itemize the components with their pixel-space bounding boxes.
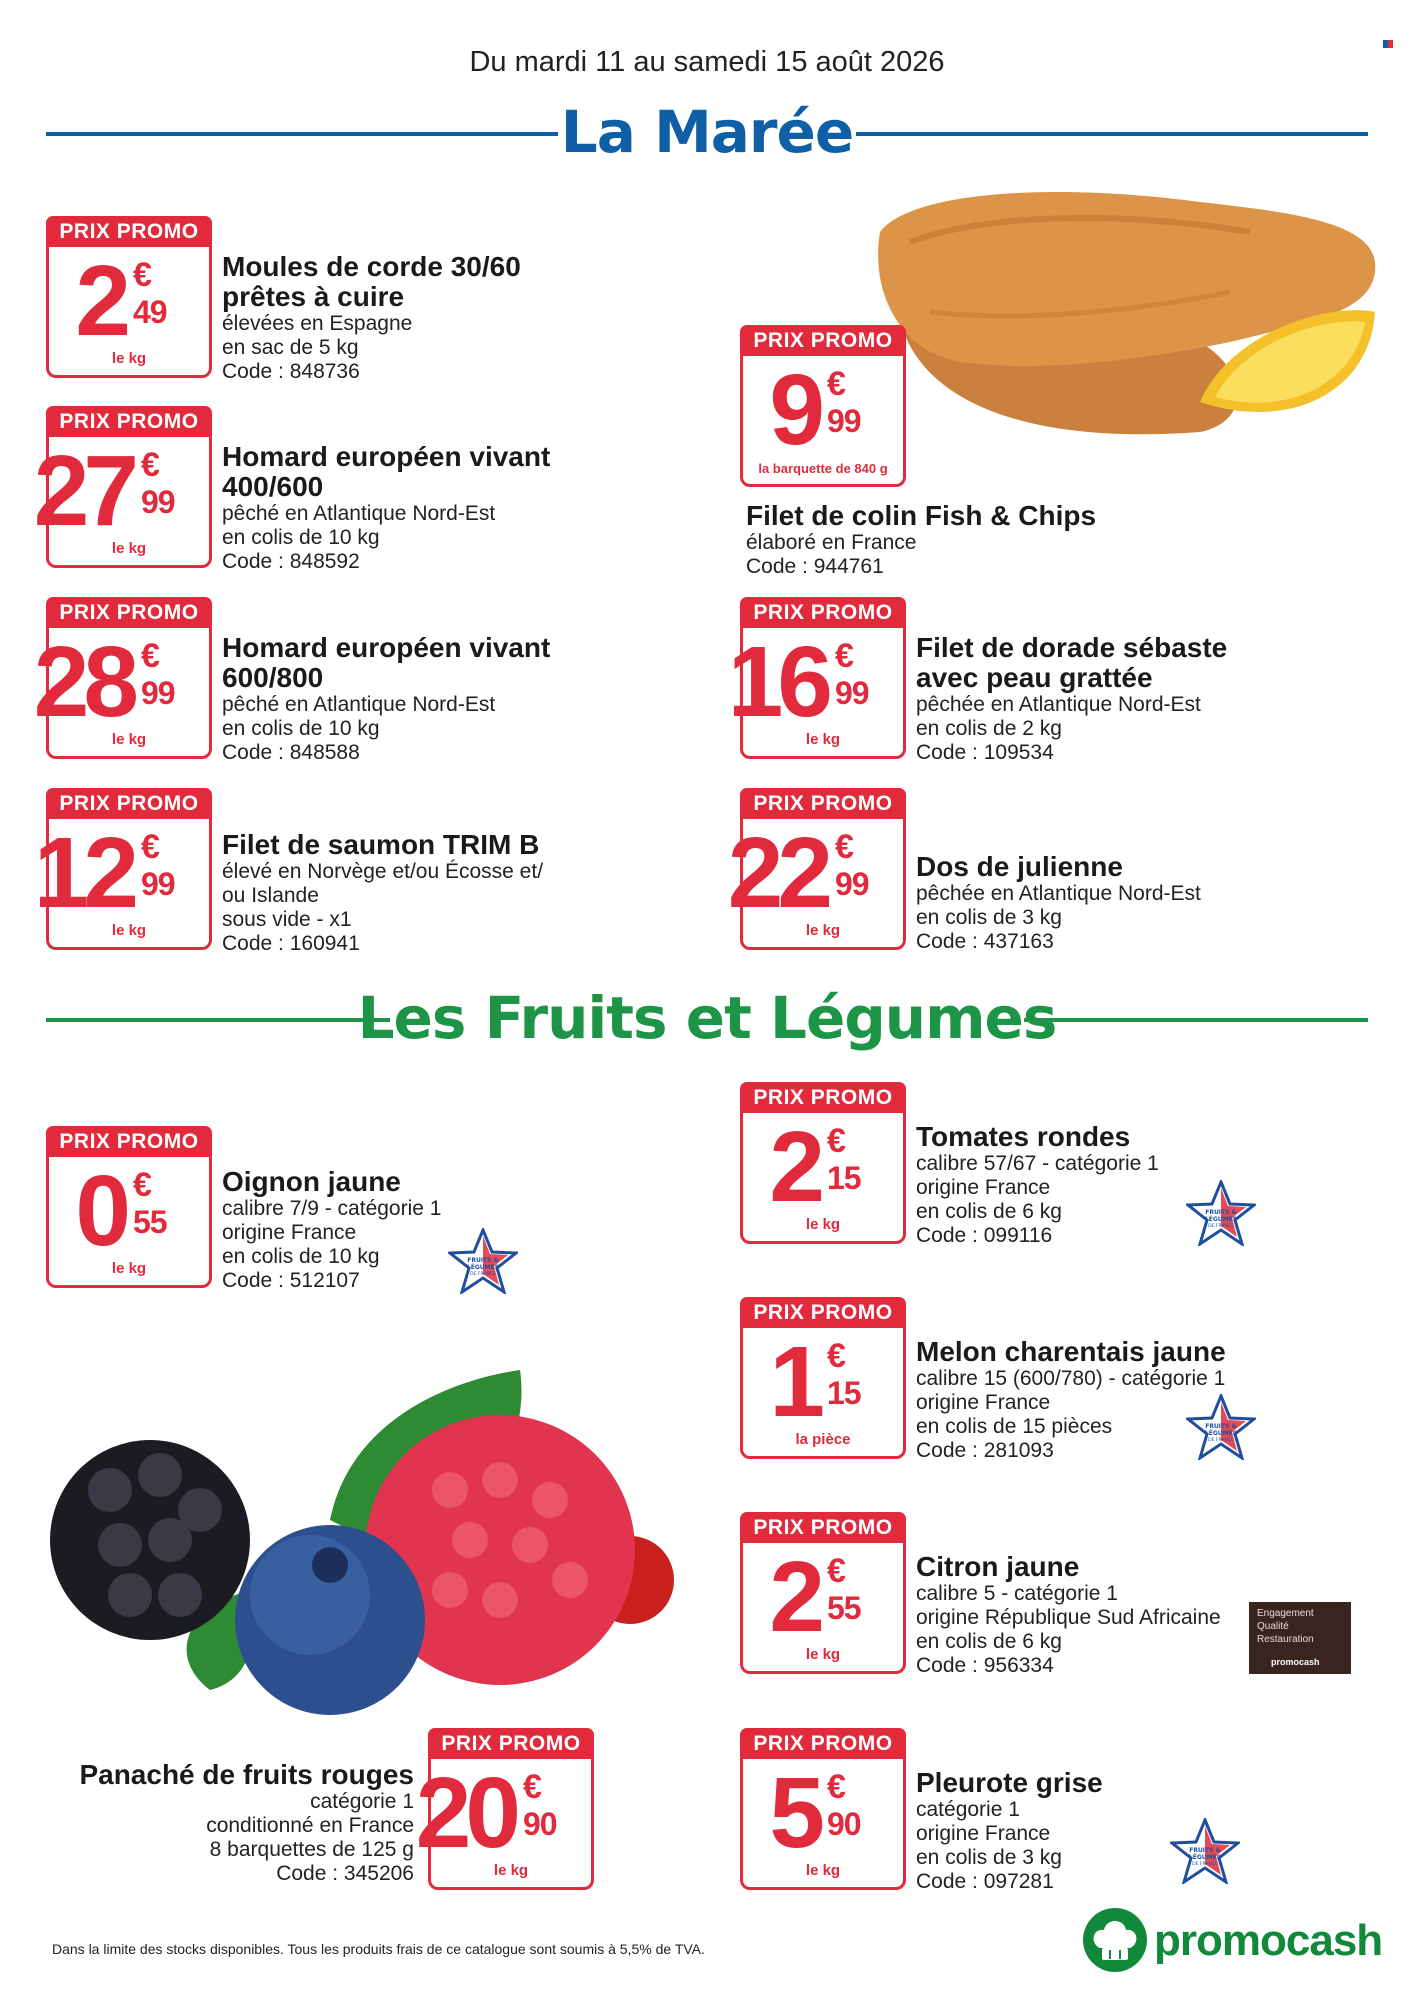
price-tag-dorade bbox=[727, 597, 906, 759]
promo-label: PRIX PROMO bbox=[740, 1082, 906, 1114]
price-currency: € bbox=[141, 637, 160, 675]
product-detail: pêchée en Atlantique Nord-Est bbox=[916, 693, 1201, 716]
promo-label: PRIX PROMO bbox=[428, 1728, 594, 1760]
product-tomates bbox=[916, 1122, 1159, 1248]
product-julienne bbox=[916, 852, 1201, 954]
promo-label: PRIX PROMO bbox=[46, 406, 212, 438]
price-tag-saumon bbox=[33, 788, 212, 950]
chef-hat-icon bbox=[1080, 1904, 1150, 1976]
price-tag-citron bbox=[740, 1512, 906, 1674]
price-tag-moules bbox=[46, 216, 212, 378]
promocash-logo bbox=[1074, 1900, 1383, 1978]
brand-name: promocash bbox=[1154, 1916, 1383, 1965]
fruits-legumes-de-france-logo bbox=[448, 1228, 518, 1294]
product-detail: calibre 7/9 - catégorie 1 bbox=[222, 1197, 442, 1220]
product-detail: pêché en Atlantique Nord-Est bbox=[222, 502, 496, 525]
product-detail: élevées en Espagne bbox=[222, 312, 413, 335]
price-currency: € bbox=[827, 365, 846, 403]
product-detail: en colis de 10 kg bbox=[222, 717, 380, 740]
red-fruits-image bbox=[30, 1360, 680, 1720]
price-unit: le kg bbox=[111, 350, 147, 367]
promo-label: PRIX PROMO bbox=[740, 597, 906, 629]
product-detail: en colis de 3 kg bbox=[916, 906, 1062, 929]
price-unit: le kg bbox=[805, 1646, 841, 1663]
promo-label: PRIX PROMO bbox=[46, 216, 212, 248]
product-detail: calibre 57/67 - catégorie 1 bbox=[916, 1152, 1159, 1175]
price-integer: 2 bbox=[769, 1541, 819, 1653]
fruits-legumes-de-france-logo bbox=[1186, 1180, 1256, 1246]
price-unit: le kg bbox=[493, 1862, 529, 1879]
price-unit: la barquette de 840 g bbox=[758, 461, 888, 476]
flag-mark-icon bbox=[1383, 40, 1393, 48]
eqr-brand: promocash bbox=[1271, 1657, 1320, 1667]
product-name: Filet de saumon TRIM B bbox=[222, 829, 540, 860]
product-name: Moules de corde 30/60 bbox=[222, 251, 521, 282]
price-integer: 1 bbox=[769, 1326, 819, 1438]
product-code: Code : 437163 bbox=[916, 930, 1054, 953]
product-name: Panaché de fruits rouges bbox=[79, 1759, 414, 1790]
product-homard-600-800 bbox=[222, 633, 550, 765]
section-title-maree: La Marée bbox=[560, 98, 854, 166]
product-detail: pêchée en Atlantique Nord-Est bbox=[916, 882, 1201, 905]
price-currency: € bbox=[827, 1768, 846, 1806]
fish-and-chips-image bbox=[870, 172, 1380, 472]
product-citron bbox=[916, 1552, 1221, 1678]
price-currency: € bbox=[827, 1337, 846, 1375]
section-header-fruits-legumes bbox=[46, 984, 1368, 1054]
product-detail: catégorie 1 bbox=[310, 1790, 414, 1813]
price-unit: le kg bbox=[111, 540, 147, 557]
price-tag-tomates bbox=[740, 1082, 906, 1244]
product-detail: en colis de 15 pièces bbox=[916, 1415, 1113, 1438]
product-detail: sous vide - x1 bbox=[222, 908, 352, 931]
eqr-text: Engagement bbox=[1257, 1608, 1314, 1619]
product-name: Filet de dorade sébaste bbox=[916, 632, 1228, 663]
product-detail: calibre 5 - catégorie 1 bbox=[916, 1582, 1118, 1605]
product-detail: ou Islande bbox=[222, 884, 319, 907]
fl-label-text: LÉGUMES bbox=[1204, 1216, 1238, 1223]
price-unit: le kg bbox=[111, 1260, 147, 1277]
price-integer: 27 bbox=[33, 435, 133, 547]
product-code: Code : 281093 bbox=[916, 1439, 1054, 1462]
promo-label: PRIX PROMO bbox=[740, 1512, 906, 1544]
product-name: Melon charentais jaune bbox=[916, 1336, 1226, 1367]
product-name: 400/600 bbox=[222, 471, 324, 502]
product-detail: en colis de 10 kg bbox=[222, 1245, 380, 1268]
product-code: Code : 848588 bbox=[222, 741, 360, 764]
fl-label-text: LÉGUMES bbox=[1204, 1430, 1238, 1437]
product-detail: en colis de 6 kg bbox=[916, 1630, 1062, 1653]
product-code: Code : 097281 bbox=[916, 1870, 1054, 1893]
price-unit: le kg bbox=[111, 922, 147, 939]
price-cents: 99 bbox=[835, 675, 869, 711]
product-name: prêtes à cuire bbox=[222, 281, 405, 312]
product-code: Code : 956334 bbox=[916, 1654, 1054, 1677]
price-tag-homard-400-600 bbox=[33, 406, 212, 568]
price-currency: € bbox=[523, 1768, 542, 1806]
product-detail: origine République Sud Africaine bbox=[916, 1606, 1221, 1629]
product-code: Code : 848736 bbox=[222, 360, 360, 383]
price-cents: 99 bbox=[835, 866, 869, 902]
product-detail: en colis de 2 kg bbox=[916, 717, 1062, 740]
price-tag-colin bbox=[740, 325, 906, 487]
product-melon bbox=[916, 1337, 1226, 1463]
promo-label: PRIX PROMO bbox=[740, 788, 906, 820]
product-code: Code : 345206 bbox=[276, 1862, 414, 1885]
price-tag-oignon bbox=[46, 1126, 212, 1288]
product-code: Code : 944761 bbox=[746, 555, 884, 578]
product-detail: 8 barquettes de 125 g bbox=[209, 1838, 414, 1861]
price-integer: 2 bbox=[75, 245, 125, 357]
eqr-text: Qualité bbox=[1257, 1621, 1289, 1632]
fl-label-text: DE FRANCE bbox=[1208, 1438, 1234, 1443]
product-code: Code : 160941 bbox=[222, 932, 360, 955]
price-tag-pleurote bbox=[740, 1728, 906, 1890]
promo-label: PRIX PROMO bbox=[46, 1126, 212, 1158]
price-currency: € bbox=[827, 1552, 846, 1590]
fl-label-text: FRUITS & bbox=[1205, 1209, 1237, 1216]
product-code: Code : 099116 bbox=[916, 1224, 1053, 1247]
product-name: Filet de colin Fish & Chips bbox=[746, 500, 1097, 531]
price-cents: 15 bbox=[827, 1375, 861, 1411]
price-currency: € bbox=[835, 828, 854, 866]
price-cents: 55 bbox=[827, 1590, 861, 1626]
product-name: Homard européen vivant bbox=[222, 441, 551, 472]
promo-label: PRIX PROMO bbox=[46, 788, 212, 820]
product-detail: origine France bbox=[916, 1822, 1051, 1845]
price-cents: 90 bbox=[523, 1806, 557, 1842]
price-currency: € bbox=[133, 1166, 152, 1204]
product-detail: conditionné en France bbox=[206, 1814, 414, 1837]
price-cents: 99 bbox=[141, 675, 175, 711]
product-oignon bbox=[222, 1167, 441, 1293]
price-integer: 28 bbox=[33, 626, 133, 738]
product-detail: en colis de 6 kg bbox=[916, 1200, 1062, 1223]
fl-label-text: DE FRANCE bbox=[1208, 1224, 1234, 1229]
fl-label-text: FRUITS & bbox=[1189, 1847, 1221, 1854]
price-cents: 99 bbox=[827, 403, 861, 439]
price-integer: 16 bbox=[727, 626, 827, 738]
product-detail: en colis de 3 kg bbox=[916, 1846, 1062, 1869]
product-panache bbox=[60, 1760, 414, 1886]
promo-label: PRIX PROMO bbox=[740, 1728, 906, 1760]
price-cents: 15 bbox=[827, 1160, 861, 1196]
eqr-text: Restauration bbox=[1257, 1634, 1314, 1645]
fl-label-text: LÉGUMES bbox=[466, 1264, 500, 1271]
product-name: Homard européen vivant bbox=[222, 632, 551, 663]
product-name: Oignon jaune bbox=[222, 1166, 401, 1197]
product-detail: élevé en Norvège et/ou Écosse et/ bbox=[222, 860, 544, 883]
price-tag-homard-600-800 bbox=[33, 597, 212, 759]
price-unit: le kg bbox=[805, 1216, 841, 1233]
price-integer: 9 bbox=[769, 354, 819, 466]
fl-label-text: FRUITS & bbox=[1205, 1423, 1237, 1430]
price-integer: 22 bbox=[727, 817, 827, 929]
product-moules bbox=[222, 252, 521, 384]
price-cents: 90 bbox=[827, 1806, 861, 1842]
promo-label: PRIX PROMO bbox=[740, 325, 906, 357]
product-code: Code : 848592 bbox=[222, 550, 360, 573]
product-name: Dos de julienne bbox=[916, 851, 1123, 882]
price-cents: 49 bbox=[133, 294, 167, 330]
product-pleurote bbox=[916, 1768, 1103, 1894]
promo-label: PRIX PROMO bbox=[46, 597, 212, 629]
fl-label-text: DE FRANCE bbox=[470, 1272, 496, 1277]
fruits-legumes-de-france-logo bbox=[1170, 1818, 1240, 1884]
product-detail: catégorie 1 bbox=[916, 1798, 1020, 1821]
promo-label: PRIX PROMO bbox=[740, 1297, 906, 1329]
product-detail: origine France bbox=[916, 1176, 1051, 1199]
price-tag-melon bbox=[740, 1297, 906, 1459]
price-currency: € bbox=[141, 828, 160, 866]
price-unit: le kg bbox=[111, 731, 147, 748]
fl-label-text: DE FRANCE bbox=[1192, 1862, 1218, 1867]
fl-label-text: LÉGUMES bbox=[1188, 1854, 1222, 1861]
price-tag-julienne bbox=[727, 788, 906, 950]
product-name: Pleurote grise bbox=[916, 1767, 1103, 1798]
product-code: Code : 109534 bbox=[916, 741, 1054, 764]
price-currency: € bbox=[827, 1122, 846, 1160]
price-unit: le kg bbox=[805, 922, 841, 939]
fruits-legumes-de-france-logo bbox=[1186, 1394, 1256, 1460]
section-header-maree bbox=[46, 98, 1368, 168]
price-integer: 2 bbox=[769, 1111, 819, 1223]
fl-label-text: FRUITS & bbox=[467, 1257, 499, 1264]
product-name: 600/800 bbox=[222, 662, 324, 693]
product-detail: pêché en Atlantique Nord-Est bbox=[222, 693, 496, 716]
price-currency: € bbox=[141, 446, 160, 484]
product-detail: en sac de 5 kg bbox=[222, 336, 359, 359]
product-colin bbox=[746, 501, 1096, 579]
price-cents: 99 bbox=[141, 484, 175, 520]
product-detail: origine France bbox=[222, 1221, 357, 1244]
price-unit: le kg bbox=[805, 731, 841, 748]
product-name: Citron jaune bbox=[916, 1551, 1080, 1582]
price-integer: 12 bbox=[33, 817, 133, 929]
price-integer: 0 bbox=[75, 1155, 125, 1267]
product-name: Tomates rondes bbox=[916, 1121, 1131, 1152]
product-dorade bbox=[916, 633, 1227, 765]
product-code: Code : 512107 bbox=[222, 1269, 360, 1292]
product-detail: élaboré en France bbox=[746, 531, 917, 554]
footer-disclaimer: Dans la limite des stocks disponibles. Tous les produits frais de ce catalogue sont soumis à 5,5% de TVA. bbox=[52, 1941, 705, 1957]
price-cents: 55 bbox=[133, 1204, 167, 1240]
price-tag-panache bbox=[415, 1728, 594, 1890]
product-detail: origine France bbox=[916, 1391, 1051, 1414]
product-saumon bbox=[222, 830, 543, 956]
product-detail: en colis de 10 kg bbox=[222, 526, 380, 549]
price-cents: 99 bbox=[141, 866, 175, 902]
section-title-fruits-legumes: Les Fruits et Légumes bbox=[357, 984, 1057, 1052]
price-integer: 20 bbox=[415, 1757, 515, 1869]
price-unit: le kg bbox=[805, 1862, 841, 1879]
price-unit: la pièce bbox=[795, 1431, 851, 1448]
date-range: Du mardi 11 au samedi 15 août 2026 bbox=[469, 46, 945, 78]
product-homard-400-600 bbox=[222, 442, 550, 574]
product-name: avec peau grattée bbox=[916, 662, 1153, 693]
engagement-qualite-restauration-label bbox=[1249, 1602, 1351, 1674]
product-detail: calibre 15 (600/780) - catégorie 1 bbox=[916, 1367, 1226, 1390]
price-integer: 5 bbox=[769, 1757, 819, 1869]
price-currency: € bbox=[835, 637, 854, 675]
price-currency: € bbox=[133, 256, 152, 294]
